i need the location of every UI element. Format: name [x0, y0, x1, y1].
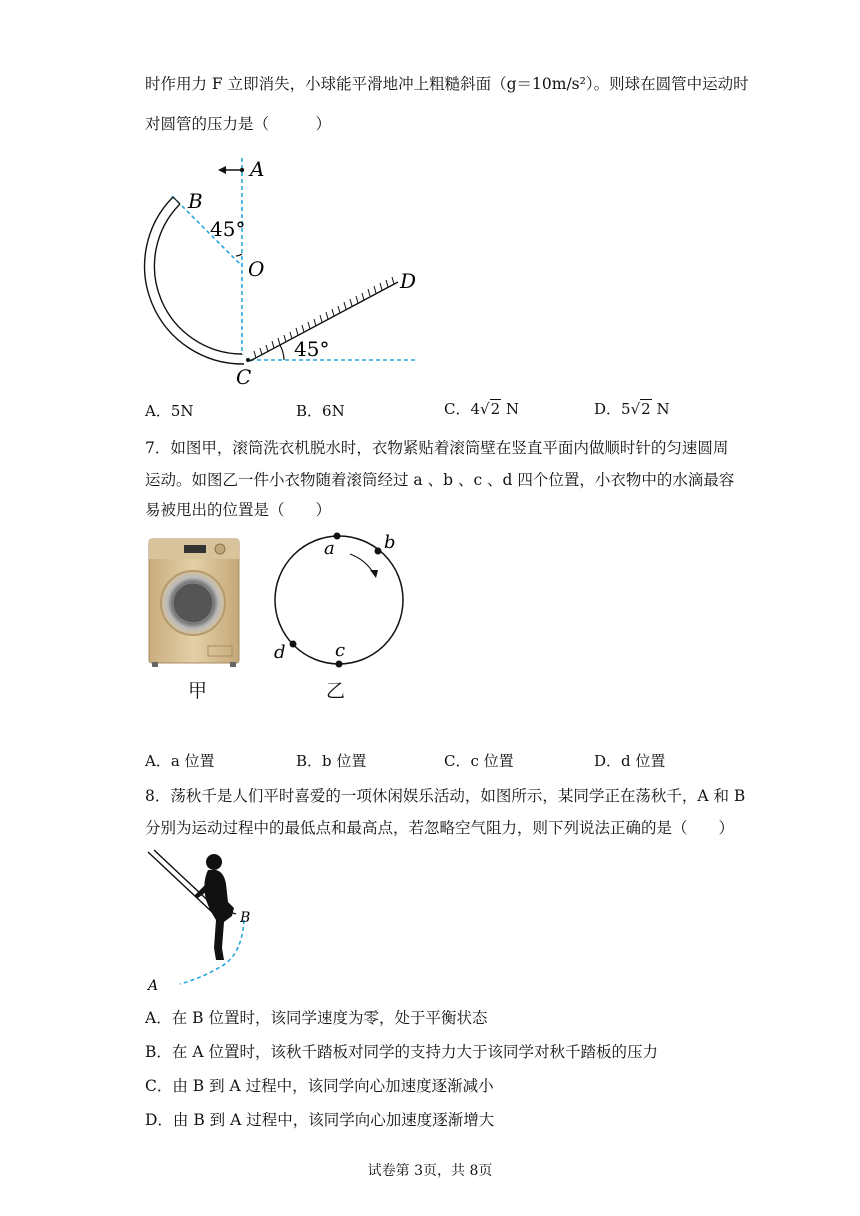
label-B-swing: B — [240, 910, 251, 926]
q6-text-line2: 对圆管的压力是（ ） — [145, 115, 332, 133]
q8-text-line1: 8．荡秋千是人们平时喜爱的一项休闲娱乐活动，如图所示，某同学正在荡秋千，A 和 B — [145, 787, 746, 805]
q6-option-c[interactable]: C．4√2 N — [444, 400, 520, 418]
q8-text-line2: 分别为运动过程中的最低点和最高点，若忽略空气阻力，则下列说法正确的是（ ） — [145, 819, 735, 837]
q8-option-a[interactable]: A．在 B 位置时，该同学速度为零，处于平衡状态 — [145, 1009, 488, 1027]
label-A: A — [250, 157, 265, 181]
q7-circle-figure — [264, 530, 414, 680]
label-angle-top: 45° — [210, 217, 246, 241]
q6-text-line1: 时作用力 F 立即消失，小球能平滑地冲上粗糙斜面（g＝10m/s²）。则球在圆管中运动时 — [145, 75, 749, 93]
q7-option-a[interactable]: A．a 位置 — [145, 752, 215, 770]
q7-text-line3: 易被甩出的位置是（ ） — [145, 501, 332, 519]
label-b: b — [384, 532, 396, 553]
q7-option-d[interactable]: D．d 位置 — [594, 752, 666, 770]
caption-jia: 甲 — [188, 680, 208, 702]
q8-option-b[interactable]: B．在 A 位置时，该秋千踏板对同学的支持力大于该同学对秋千踏板的压力 — [145, 1043, 658, 1061]
q6-option-d[interactable]: D．5√2 N — [594, 400, 670, 418]
label-c: c — [335, 640, 346, 661]
q6-figure — [140, 150, 440, 390]
label-C: C — [236, 365, 252, 389]
q8-option-c[interactable]: C．由 B 到 A 过程中，该同学向心加速度逐渐减小 — [145, 1077, 494, 1095]
label-O: O — [248, 257, 265, 281]
caption-yi: 乙 — [326, 680, 346, 702]
label-d: d — [274, 642, 286, 663]
label-D: D — [400, 269, 417, 293]
q7-text-line1: 7．如图甲，滚筒洗衣机脱水时，衣物紧贴着滚筒壁在竖直平面内做顺时针的匀速圆周 — [145, 439, 729, 457]
q7-option-c[interactable]: C．c 位置 — [444, 752, 514, 770]
q7-option-b[interactable]: B．b 位置 — [296, 752, 367, 770]
q6-option-b[interactable]: B．6N — [296, 402, 345, 420]
q7-text-line2: 运动。如图乙一件小衣物随着滚筒经过 a 、b 、c 、d 四个位置，小衣物中的水滴最容 — [145, 471, 735, 489]
label-B: B — [188, 189, 203, 213]
q8-swing-figure — [140, 848, 270, 996]
page-footer: 试卷第 3页，共 8页 — [367, 1163, 493, 1179]
q8-option-d[interactable]: D．由 B 到 A 过程中，该同学向心加速度逐渐增大 — [145, 1111, 495, 1129]
washing-machine-image — [148, 538, 240, 668]
label-A-swing: A — [148, 978, 159, 994]
label-angle-bottom: 45° — [294, 337, 330, 361]
label-a: a — [324, 538, 335, 559]
q6-option-a[interactable]: A．5N — [145, 402, 194, 420]
